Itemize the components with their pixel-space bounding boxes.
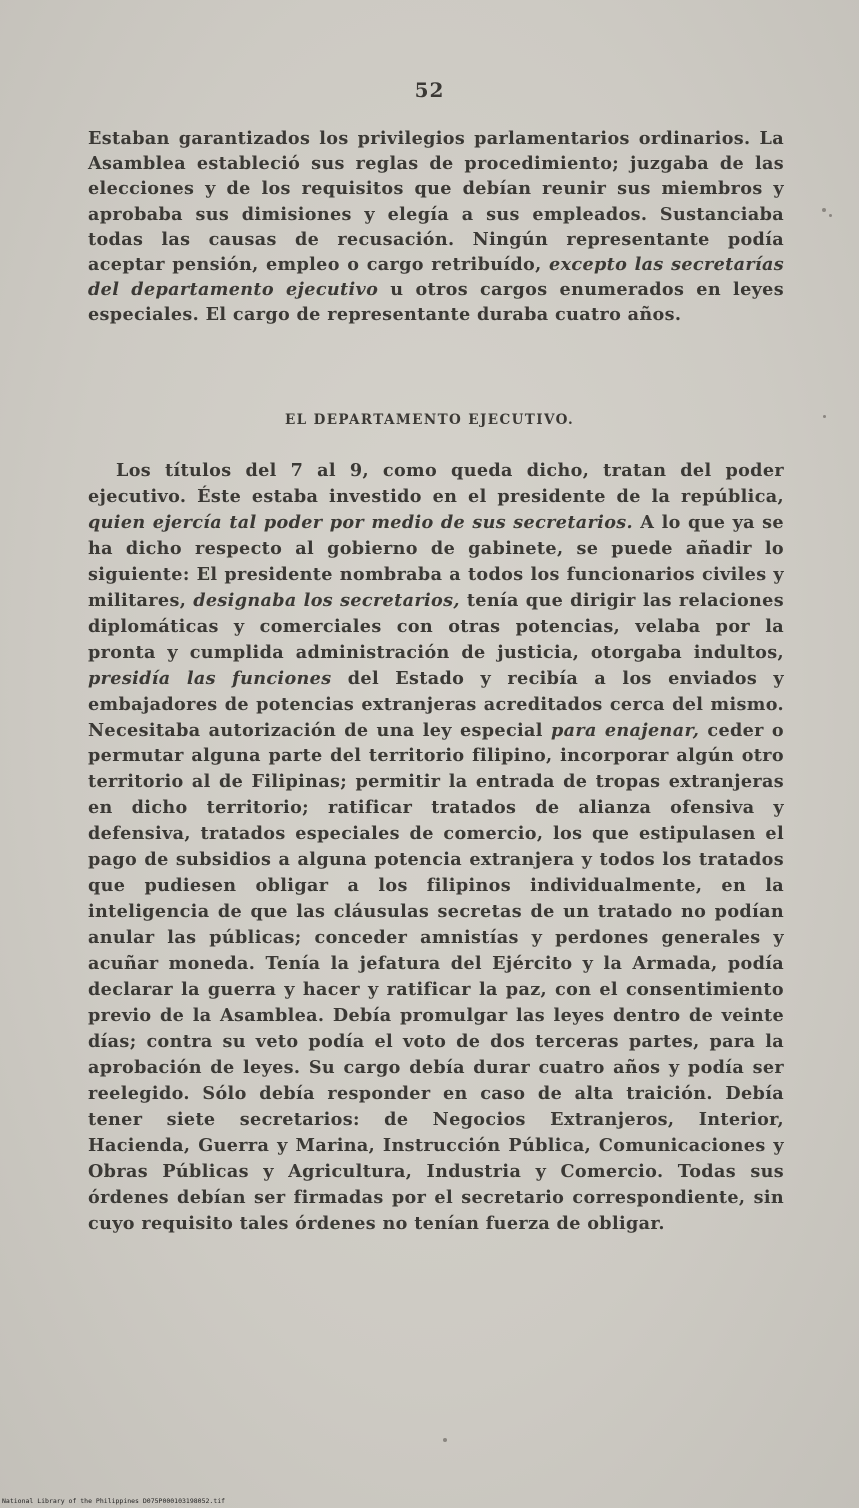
paragraph-text: del Estado y recibía a los enviados y embajadores de potencias extranjeras acreditados cerca del mismo. Necesitaba autorización de una ley especial — [88, 667, 784, 741]
scan-speck — [823, 415, 826, 418]
paragraph-text: Estaban garantizados los privilegios parlamentarios ordinarios. La Asamblea estableció sus reglas de procedimiento; juzgaba de las elecciones y de los requisitos que debían reunir sus miembros y aprobaba sus dimisiones y elegía a sus empleados. Sustanciaba todas las causas de recusación. Ningún representante podía aceptar pensión, empleo o cargo retribuído, — [88, 128, 784, 276]
paragraph-italic-text: presidía las funciones — [88, 667, 332, 689]
paragraph-italic-text: excepto las secretarías del departamento ejecutivo — [88, 254, 784, 301]
paragraph-text: u otros cargos enumerados en leyes especiales. El cargo de representante duraba cuatro años. — [88, 279, 784, 326]
scan-speck — [822, 208, 826, 212]
paragraph-text: A lo que ya se ha dicho respecto al gobierno de gabinete, se puede añadir lo siguiente: El presidente nombraba a todos los funcionarios civiles y militares, — [88, 511, 784, 611]
paragraph-italic-text: designaba los secretarios, — [193, 589, 460, 611]
paragraph-text: ceder o permutar alguna parte del territorio filipino, incorporar algún otro territorio al de Filipinas; permitir la entrada de tropas extranjeras en dicho territorio; ratificar tratados de alianza ofensiva y defensiva, tratados especiales de comercio, los que estipulasen el pago de subsidios a alguna potencia extranjera y todos los tratados que pudiesen obligar a los filipinos individualmente, en la inteligencia de que las cláusulas secretas de un tratado no podían anular las públicas; conceder amnistías y perdones generales y acuñar moneda. Tenía la jefatura del Ejército y la Armada, podía declarar la guerra y hacer y ratificar la paz, con el consentimiento previo de la Asamblea. Debía promulgar las leyes dentro de veinte días; contra su veto podía el voto de dos terceras partes, para la aprobación de leyes. Su cargo debía durar cuatro años y podía ser reelegido. Sólo debía responder en caso de alta traición. Debía tener siete secretarios: de Negocios Extranjeros, Interior, Hacienda, Guerra y Marina, Instrucción Pública, Comunicaciones y Obras Públicas y Agricultura, Industria y Comercio. Todas sus órdenes debían ser firmadas por el secretario correspondiente, sin cuyo requisito tales órdenes no tenían fuerza de obligar. — [88, 719, 784, 1234]
paragraph-executive-department — [88, 458, 784, 1237]
scan-speck — [443, 1438, 447, 1442]
paragraph-parliamentary-privileges — [88, 126, 784, 328]
paragraph-italic-text: para enajenar, — [550, 719, 700, 741]
paragraph-text: tenía que dirigir las relaciones diplomáticas y comerciales con otras potencias, velaba por la pronta y cumplida administración de justicia, otorgaba indultos, — [88, 589, 784, 663]
paragraph-italic-text: quien ejercía tal poder por medio de sus secretarios. — [88, 511, 634, 533]
section-heading: EL DEPARTAMENTO EJECUTIVO. — [284, 412, 575, 428]
paragraph-text: Los títulos del 7 al 9, como queda dicho, tratan del poder ejecutivo. Éste estaba investido en el presidente de la república, — [88, 460, 784, 507]
scan-speck — [829, 214, 832, 217]
scan-source-caption: National Library of the Philippines D075P000103198052.tif — [2, 1497, 226, 1505]
page-number: 52 — [414, 78, 445, 102]
